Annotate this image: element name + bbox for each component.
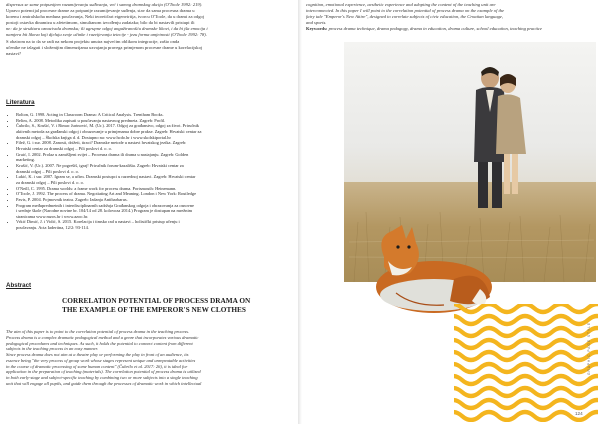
right-text-line: and sports. — [306, 20, 327, 25]
reference-continuation: stranicama www.mzos.hr i www.azoo.hr. — [16, 213, 89, 219]
reference-item: • O'Toole, J. 1992. The process of drama. Negotiating Art and Meaning. London i New York: Routledge — [16, 191, 296, 197]
collage-illustration — [304, 42, 598, 422]
reference-item: • Lukić, K. i sur. 2007. Igram se, a učim. Dramski postupci u razrednoj nastavi. Zagreb: Hrvatski centar — [16, 174, 296, 180]
intro-line: namjera bit likova koji djeluju svoje učinke i razvijevanju tetecije - jezu forma umjetnosti (O'Toole 1992: 78). — [6, 32, 207, 38]
abstract-line: unit that will engage all pupils, and guide them through the processes of dramatic work in which intellectual — [6, 380, 202, 386]
reference-continuation: i srednje škole (Narodne novine br. 104/14 od 28. kolovoza 2014.) Program je dostupan na mrežnim — [16, 208, 193, 214]
reference-continuation: za dramski odgoj – Pili poslovi d. o. o. — [16, 179, 84, 185]
page-gutter — [298, 0, 302, 424]
wave-stripes — [454, 304, 598, 422]
abstract-line: in the course of dramatic processing of some human content" (Čubrilo et al. 2017: 26), it is ideal for — [6, 363, 188, 369]
reference-continuation: marketing. — [16, 157, 35, 163]
dancing-couple-figure — [454, 62, 534, 212]
reference-item: • Program međupredmetnih i interdisciplinarnih sadržaja Građanskog odgoja i obrazovanja za osnovne — [16, 203, 296, 209]
intro-line: S obzirom na to da se radi na nekom projektu unutra najvećim oblikom integracije, zašto onda — [6, 38, 180, 44]
references-list — [10, 112, 296, 231]
reference-continuation: Hrvatski centar za dramski odgoj – Pili poslovi d. o. o. — [16, 145, 112, 151]
intro-line: postoji ostavka dinamizu u afetetimom, simultanom izvođenju zadataka; bilo da bi nastavili pristupi ili — [6, 20, 195, 26]
abstract-title: CORRELATION POTENTIAL OF PROCESS DRAMA ON THE EXAMPLE OF THE EMPEROR'S NEW CLOTHES — [62, 296, 251, 314]
yellow-wave-pattern — [454, 304, 598, 422]
abstract-line: in both early-stage and subject-specific teaching by combining two or more subjects into a single teaching — [6, 375, 198, 380]
abstract-line: application in the preparation of teaching (materials). The correlation potential of process drama is utilized — [6, 369, 201, 375]
abstract-line: pedagogical procedures and techniques. As such, it holds the potential to connect content from different — [6, 340, 193, 346]
abstract-line: Process drama is a complex dramatic pedagogical method and a genre that incorporates various dramatic — [6, 334, 199, 340]
intro-text — [6, 2, 294, 57]
reference-item: • Vrkić Dimić, J. i Vidić, S. 2015. Korelacija i timsko rad u nastavi – holistički pristup učenju i — [16, 219, 296, 225]
abstract-line: The aim of this paper is to point to the correlation potential of process drama in the teaching process. — [6, 329, 190, 334]
reference-continuation: dramski odgoj – Školska knjiga d. d. Dostupno na: www.hcdo.hr i www.skolskiportal.hr — [16, 134, 171, 140]
reference-continuation: dramski odgoj – Pili poslovi d. o. o. — [16, 168, 79, 174]
vertical-caption: GRAPHIC PAGE STYLE — [587, 322, 591, 376]
literature-heading: Literatura — [6, 99, 35, 106]
keywords-text: process drama technique, drama pedagogy, drama in education, drama culture, school education, teaching practice — [328, 26, 543, 31]
reference-continuation: aktivnih metoda za građanski odgoj i obrazovanje u primjenama dobre prakse. Zagreb: Hrvatski centar za — [16, 128, 202, 134]
right-text-line: interconnected. In this paper I will point to the correlation potential of process drama on the example of the — [306, 8, 505, 13]
abstract-line: Since process drama does not aim at a theatre play or performing the play in front of an audience, its — [6, 352, 189, 357]
intro-line: dispersus se same potpunijem razumijevanju suđivanja, već i samog dramskog akcija (O'Toole 1992: 219). — [6, 2, 203, 7]
abstract-line: essence being "the very process of group work whose stages represent unique and unrepeatable activities — [6, 357, 196, 363]
right-page — [304, 2, 598, 422]
intro-line: nastavi? — [6, 50, 22, 56]
reference-item: • Bolton, G. 1998. Acting in Classroom Drama: A Critical Analysis. Trentham Books. — [16, 112, 296, 118]
reference-item: • Filež, G. i sur. 2008. Zanosti, drižeti, tiraci? Dramske metode u nastavi hrvatskog jezika. Zagreb: — [16, 140, 296, 146]
reference-item: • O'Neill, C. 1995. Drama worlds: a frame work for process drama. Portsmouth: Heinemann. — [16, 186, 296, 192]
right-text-line: cognition, emotional experience, aesthetic experience and adopting the content of the teaching unit are — [306, 2, 496, 7]
intro-line: učenike ne izlagati i složenijim dimenzijama uzvajanja pravega primjenom procesne drame u korelacijskoj — [6, 44, 203, 50]
keywords-line — [306, 26, 592, 32]
right-text-line: fairy tale "Emperor's New Attire", designed to correlate subjects of civic education, the Croatian language, — [306, 14, 504, 19]
reference-item: • Belim, A. 2008. Metodika zapisati u poučavanju nastavnog predmeta. Zagreb: Profil. — [16, 118, 296, 124]
page-number: 124 — [575, 411, 583, 416]
right-text — [306, 2, 592, 32]
reference-item: • Gruić, I. 2002. Prolaz u zamišljeni svijet – Procesna drama ili drama u nastajanju. Zagreb: Golden — [16, 152, 296, 158]
reference-item: • Krušić, V. (Ur.). 2007. Ne pogrešiš, igraj! Priručnik forum-kazališta. Zagreb: Hrvatski centar za — [16, 163, 296, 169]
abstract-body — [6, 329, 294, 387]
left-page — [6, 2, 296, 422]
intro-line: Upravo potencijal procesne drame za potpunije razumijevanje suđenja, stav da sama procesna drama u — [6, 8, 195, 14]
reference-item: • Čubrilo, S., Krušić, V. i Rimac Jurinović, M. (Ur.). 2017. Odgoj za građanstvo, odgoj za život. Priručnik — [16, 123, 296, 129]
abstract-heading: Abstract — [6, 282, 32, 289]
keywords-label: Keywords: — [306, 26, 328, 31]
intro-line: ne: da je strukturu oznacivala dramsku; ili ugrupne odgoj angažiranošću dramske likovi, i da bi jša emocija i — [6, 26, 208, 32]
reference-continuation: poučavanju. Acta Iadertina, 12/2: 93-114. — [16, 225, 89, 231]
abstract-line: subjects in the teaching process in an easy manner. — [6, 346, 98, 352]
fox-illustration — [354, 217, 494, 317]
intro-line: korenu i zmiralskoha meduna poučavanja, Neki teoretičari eigenvirtija, tvorcu O'Toole, da u drami za odgoj — [6, 14, 205, 20]
reference-item: • Pavis, P. 2004. Pojmovnik teatra. Zagreb: Izdanja Antibarbarus. — [16, 197, 296, 203]
